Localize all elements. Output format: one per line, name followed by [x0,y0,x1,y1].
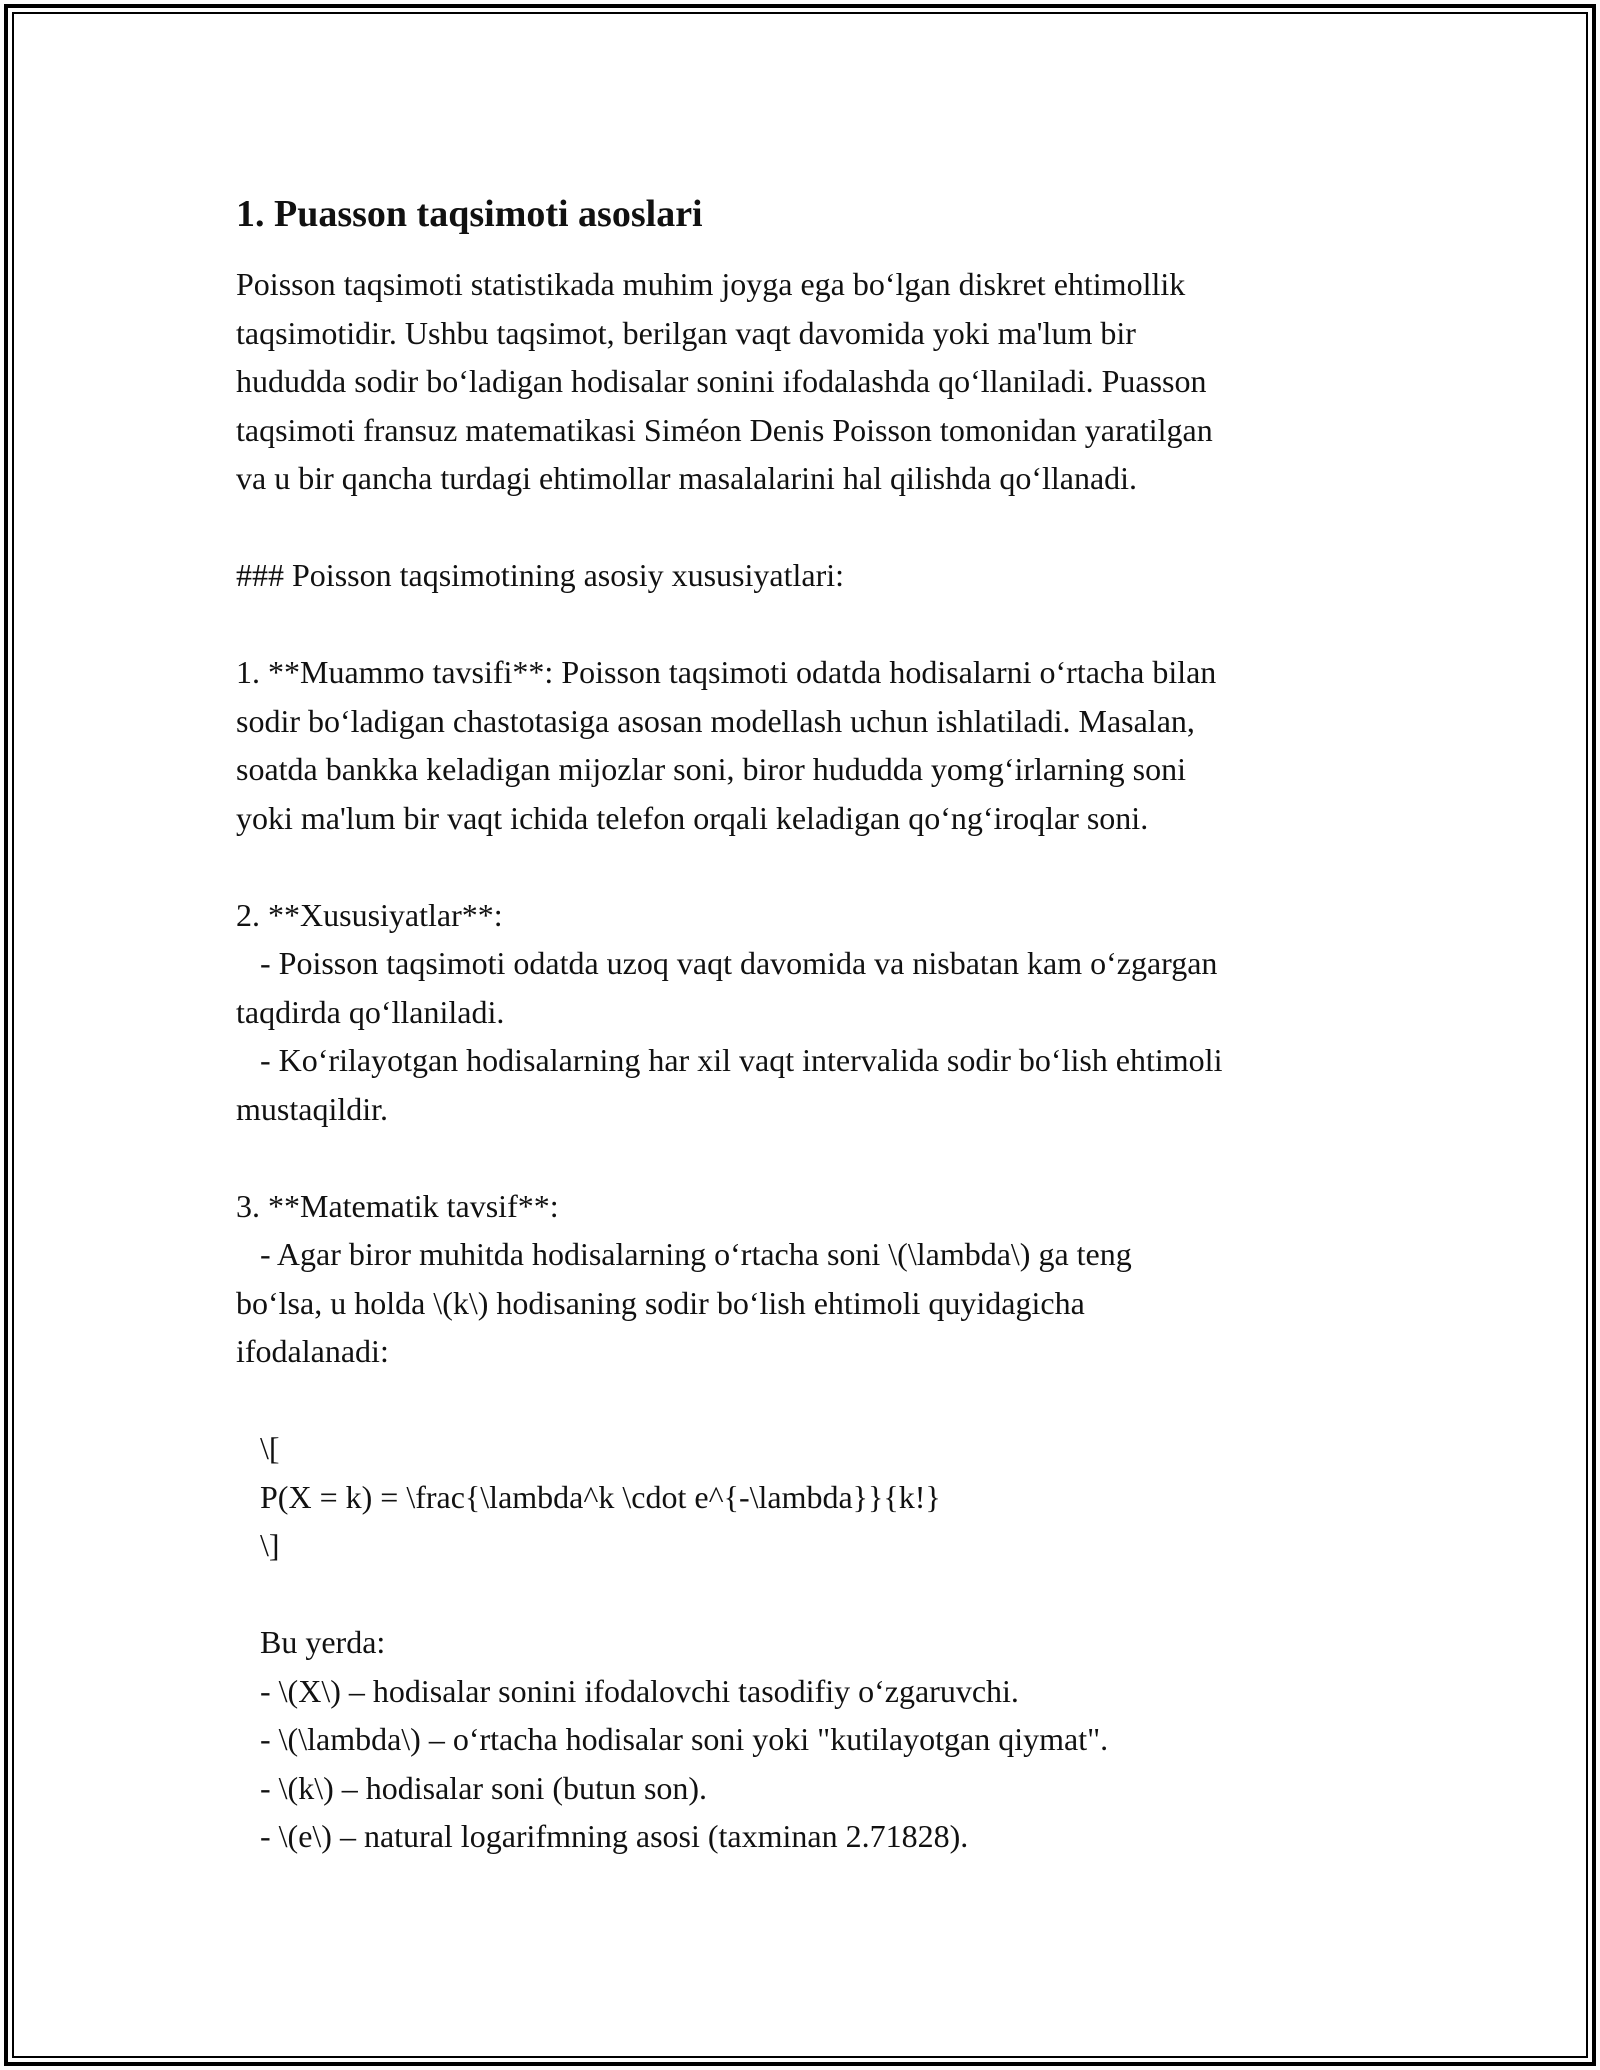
text-line: 2. **Xususiyatlar**: [236,896,503,933]
text-line: ifodalanadi: [236,1333,389,1369]
blank-line [236,842,1386,891]
text-line: Bu yerda: [236,1624,386,1660]
blank-line [236,1376,1386,1425]
formula-line: P(X = k) = \frac{\lambda^k \cdot e^{-\lambda}}{k!} [236,1478,941,1515]
text-line: 1. **Muammo tavsifi**: Poisson taqsimoti odatda hodisalarni oʻrtacha bilan [236,654,1217,690]
definition-item: - \(e\) – natural logarifmning asosi (taxminan 2.71828). [236,1818,969,1854]
list-item-math-description [236,1182,1386,1376]
text-line: 3. **Matematik tavsif**: [236,1187,559,1224]
text-line: hududda sodir boʻladigan hodisalar sonini ifodalashda qoʻllaniladi. Puasson [236,363,1207,399]
definition-item: - \(k\) – hodisalar soni (butun son). [236,1769,708,1806]
blank-line [236,503,1386,552]
subheading: ### Poisson taqsimotining asosiy xususiyatlari: [236,557,845,593]
text-line: boʻlsa, u holda \(k\) hodisaning sodir boʻlish ehtimoli quyidagicha [236,1284,1085,1321]
text-line: taqdirda qoʻllaniladi. [236,993,505,1030]
definitions-list [236,1618,1386,1861]
text-line: soatda bankka keladigan mijozlar soni, biror hududda yomgʻirlarning soni [236,751,1186,787]
text-line: mustaqildir. [236,1090,388,1127]
formula-block [236,1424,1386,1570]
text-line: sodir boʻladigan chastotasiga asosan modellash uchun ishlatiladi. Masalan, [236,702,1195,739]
text-line: yoki ma'lum bir vaqt ichida telefon orqali keladigan qoʻngʻiroqlar soni. [236,799,1149,836]
definition-item: - \(X\) – hodisalar sonini ifodalovchi tasodifiy oʻzgaruvchi. [236,1672,1019,1709]
text-line: Poisson taqsimoti statistikada muhim joyga ega boʻlgan diskret ehtimollik [236,266,1186,302]
text-line: - Poisson taqsimoti odatda uzoq vaqt davomida va nisbatan kam oʻzgargan [236,945,1218,981]
list-item-properties [236,891,1386,1134]
intro-paragraph [236,260,1386,503]
list-item-problem-description [236,648,1386,842]
section-heading: 1. Puasson taqsimoti asoslari [236,193,703,235]
blank-line [236,1133,1386,1182]
text-line: - Koʻrilayotgan hodisalarning har xil vaqt intervalida sodir boʻlish ehtimoli [236,1042,1223,1078]
formula-line: \[ [236,1430,280,1466]
document-body [236,190,1386,1861]
text-line: taqsimotidir. Ushbu taqsimot, berilgan vaqt davomida yoki ma'lum bir [236,314,1136,351]
formula-line: \] [236,1527,280,1563]
definition-item: - \(\lambda\) – oʻrtacha hodisalar soni yoki "kutilayotgan qiymat". [236,1721,1109,1757]
blank-line [236,1570,1386,1619]
text-line: - Agar biror muhitda hodisalarning oʻrtacha soni \(\lambda\) ga teng [236,1236,1132,1272]
text-line: taqsimoti fransuz matematikasi Siméon Denis Poisson tomonidan yaratilgan [236,411,1213,448]
text-line: va u bir qancha turdagi ehtimollar masalalarini hal qilishda qoʻllanadi. [236,460,1138,496]
blank-line [236,600,1386,649]
